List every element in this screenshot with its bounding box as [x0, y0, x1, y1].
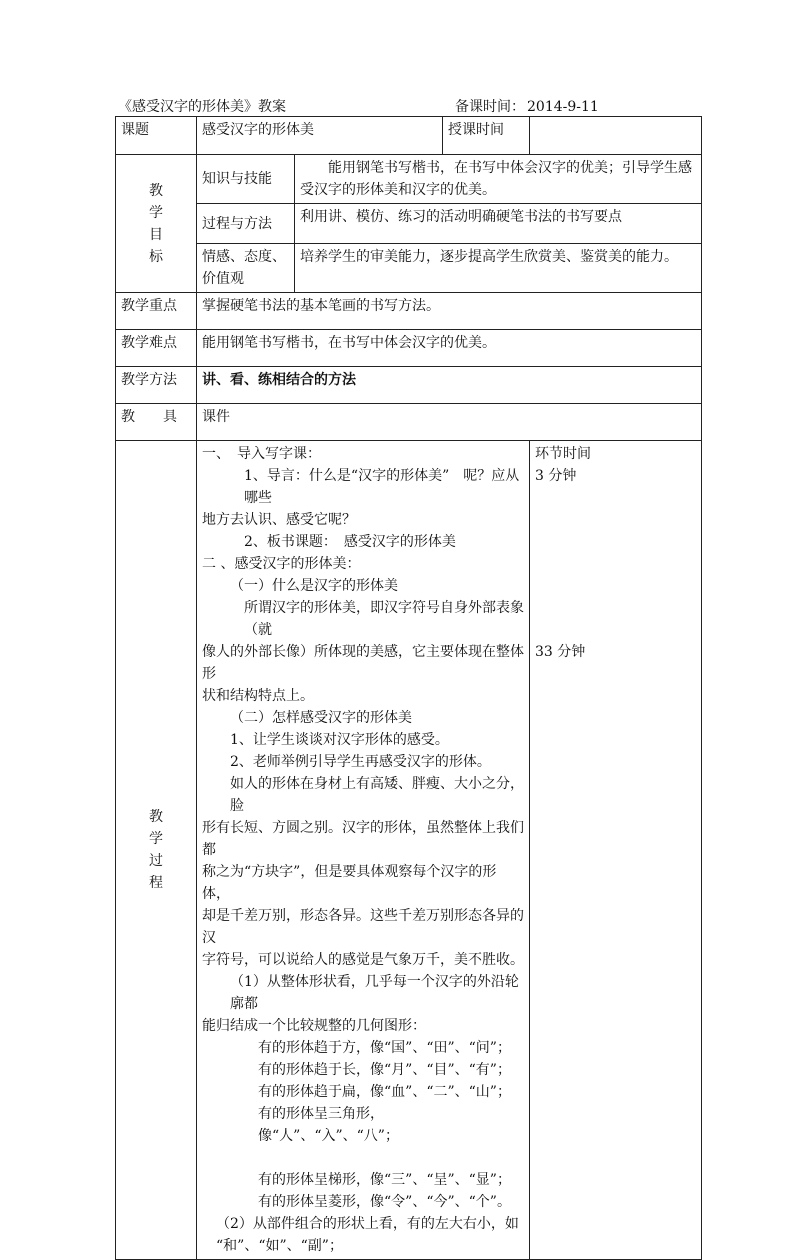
process-line: （1）从整体形状看，几乎每一个汉字的外沿轮廓都 [230, 974, 519, 1012]
process-line: 如人的形体在身材上有高矮、胖瘦、大小之分，脸 [230, 776, 524, 814]
goal-text-attitude: 培养学生的审美能力，逐步提高学生欣赏美、鉴赏美的能力。 [295, 244, 702, 293]
process-line: 像人的外部长像）所体现的美感，它主要体现在整体形 [202, 644, 524, 682]
goals-label-char: 标 [149, 248, 163, 265]
process-line: “和”、“如”、“副”； [216, 1238, 343, 1254]
process-line: 能归结成一个比较规整的几何图形： [202, 1018, 426, 1034]
process-line: （二）怎样感受汉字的形体美 [230, 710, 412, 726]
process-label-char: 教 [149, 809, 163, 825]
difficulty-row [116, 330, 702, 367]
prep-time-date: 2014-9-11 [527, 99, 599, 115]
goals-label-char: 目 [149, 226, 163, 243]
topic-label: 课题 [116, 117, 197, 155]
goal-text-knowledge: 能用钢笔书写楷书，在书写中体会汉字的优美；引导学生感受汉字的形体美和汉字的优美。 [295, 155, 702, 204]
key-point-label: 教学重点 [116, 293, 197, 330]
prep-time [455, 96, 599, 116]
segment-time-intro: 3 分钟 [535, 468, 577, 484]
segment-time-label: 环节时间 [535, 446, 591, 462]
class-time-value [530, 117, 702, 155]
process-line: （一）什么是汉字的形体美 [230, 578, 398, 594]
method-row [116, 367, 702, 404]
goal-label-process: 过程与方法 [197, 204, 295, 244]
process-line: 2、板书课题： 感受汉字的形体美 [244, 534, 456, 550]
process-line: 有的形体趋于扁，像“血”、“二”、“山”； [258, 1084, 511, 1100]
topic-row [116, 117, 702, 155]
document-title: 《感受汉字的形体美》教案 [118, 99, 286, 115]
process-line: 有的形体趋于长，像“月”、“目”、“有”； [258, 1062, 511, 1078]
process-line: （2）从部件组合的形状上看，有的左大右小，如 [216, 1216, 519, 1232]
tools-value: 课件 [197, 404, 702, 441]
process-line: 2、老师举例引导学生再感受汉字的形体。 [230, 754, 491, 770]
class-time-label: 授课时间 [443, 117, 530, 155]
process-line: 有的形体呈三角形，像“人”、“入”、“八”； [258, 1106, 399, 1144]
time-spacer [535, 487, 696, 641]
blank-line [202, 1147, 524, 1169]
lesson-plan-table [115, 116, 702, 1260]
segment-time-cell [530, 441, 702, 1260]
process-line: 称之为“方块字”，但是要具体观察每个汉字的形体， [202, 864, 497, 902]
process-line: 状和结构特点上。 [202, 688, 314, 704]
goal-row-process [116, 204, 702, 244]
goals-label-char: 学 [149, 204, 163, 221]
difficulty-value: 能用钢笔书写楷书，在书写中体会汉字的优美。 [197, 330, 702, 367]
process-label-char: 过 [149, 853, 163, 869]
process-line: 却是千差万别，形态各异。这些千差万别形态各异的汉 [202, 908, 524, 946]
key-point-value: 掌握硬笔书法的基本笔画的书写方法。 [197, 293, 702, 330]
goal-label-knowledge: 知识与技能 [197, 155, 295, 204]
process-line: 1、让学生谈谈对汉字形体的感受。 [230, 732, 449, 748]
goal-row-attitude [116, 244, 702, 293]
goals-label [116, 155, 197, 293]
process-line: 所谓汉字的形体美，即汉字符号自身外部表象（就 [244, 600, 524, 638]
process-line: 形有长短、方圆之别。汉字的形体，虽然整体上我们都 [202, 820, 524, 858]
process-line: 二 、感受汉字的形体美： [202, 556, 361, 572]
goals-label-char: 教 [149, 182, 163, 199]
difficulty-label: 教学难点 [116, 330, 197, 367]
process-line: 字符号，可以说给人的感觉是气象万千，美不胜收。 [202, 952, 524, 968]
goal-row-knowledge [116, 155, 702, 204]
method-label: 教学方法 [116, 367, 197, 404]
process-label-char: 程 [149, 875, 163, 891]
process-line: 有的形体呈梯形，像“三”、“呈”、“显”； [258, 1172, 511, 1188]
segment-time-main: 33 分钟 [535, 644, 586, 660]
process-line: 一、 导入写字课： [202, 446, 321, 462]
goal-label-attitude: 情感、态度、价值观 [197, 244, 295, 293]
tools-label: 教 具 [116, 404, 197, 441]
process-content [197, 441, 530, 1260]
process-line: 有的形体趋于方，像“国”、“田”、“问”； [258, 1040, 511, 1056]
method-value: 讲、看、练相结合的方法 [197, 367, 702, 404]
tools-row [116, 404, 702, 441]
process-label [116, 441, 197, 1260]
document-header [118, 96, 708, 116]
prep-time-label: 备课时间： [455, 99, 525, 115]
process-row [116, 441, 702, 1260]
process-label-char: 学 [149, 831, 163, 847]
goal-text-process: 利用讲、模仿、练习的活动明确硬笔书法的书写要点 [295, 204, 702, 244]
key-point-row [116, 293, 702, 330]
process-line: 地方去认识、感受它呢？ [202, 512, 356, 528]
topic-value: 感受汉字的形体美 [197, 117, 443, 155]
process-line: 有的形体呈菱形，像“令”、“今”、“个”。 [258, 1194, 511, 1210]
process-line: 1、导言：什么是“汉字的形体美” 呢？应从哪些 [244, 468, 520, 506]
